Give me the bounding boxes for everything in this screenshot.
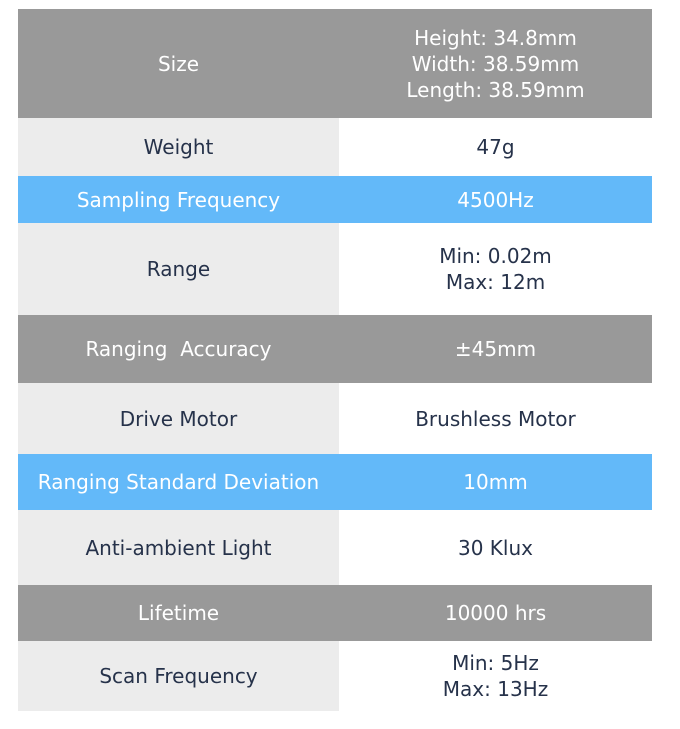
spec-value-line: Min: 5Hz [452,651,539,675]
spec-value [339,641,652,711]
spec-value [339,118,652,176]
spec-value [339,9,652,118]
spec-value [339,585,652,641]
spec-value-line: 47g [476,135,515,159]
spec-label: Scan Frequency [18,641,339,711]
spec-value-line: ±45mm [454,337,537,361]
spec-row-range [18,223,652,315]
spec-label: Lifetime [18,585,339,641]
spec-label: Weight [18,118,339,176]
spec-row-drive-motor [18,383,652,454]
spec-value-line: Height: 34.8mm [414,25,577,50]
spec-value [339,454,652,510]
spec-value-line: Brushless Motor [415,406,576,431]
spec-label: Size [18,9,339,118]
spec-label: Range [18,223,339,315]
spec-value [339,176,652,223]
spec-value [339,510,652,585]
spec-row-lifetime [18,585,652,641]
spec-value-line: Width: 38.59mm [411,51,580,76]
spec-label: Anti-ambient Light [18,510,339,585]
spec-value [339,383,652,454]
spec-value-line: 10mm [463,470,528,494]
spec-value-line: 30 Klux [458,535,533,560]
spec-table [18,9,652,711]
spec-value-line: Length: 38.59mm [406,77,585,102]
spec-label: Sampling Frequency [18,176,339,223]
spec-label: Drive Motor [18,383,339,454]
spec-row-anti-ambient-light [18,510,652,585]
spec-value-line: 10000 hrs [444,601,547,625]
spec-value-line: Min: 0.02m [439,244,552,268]
spec-row-size [18,9,652,118]
spec-value [339,223,652,315]
spec-value-line: Max: 13Hz [442,677,549,701]
spec-row-scan-frequency [18,641,652,711]
spec-value-line: 4500Hz [457,187,534,212]
spec-label: Ranging Standard Deviation [18,454,339,510]
spec-row-weight [18,118,652,176]
spec-label: Ranging Accuracy [18,315,339,383]
spec-value [339,315,652,383]
spec-row-ranging-accuracy [18,315,652,383]
spec-row-sampling-frequency [18,176,652,223]
spec-row-ranging-standard-deviation [18,454,652,510]
spec-value-line: Max: 12m [445,270,546,294]
